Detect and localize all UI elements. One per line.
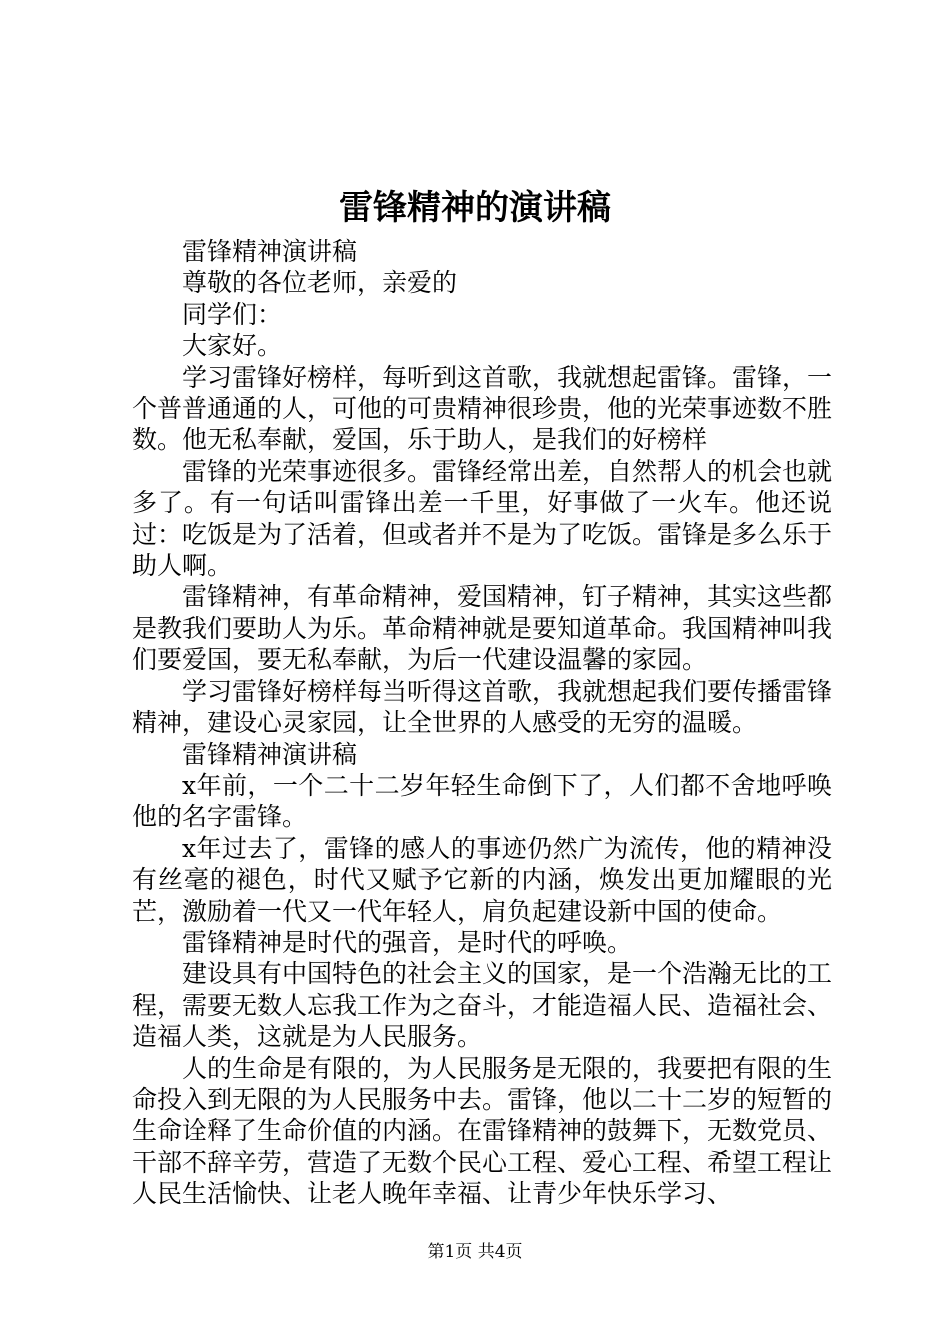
paragraph: 建设具有中国特色的社会主义的国家，是一个浩瀚无比的工程，需要无数人忘我工作为之奋斗，才能造福人民、造福社会、造福人类，这就是为人民服务。 <box>132 959 833 1052</box>
paragraph: 同学们： <box>182 299 283 329</box>
paragraph: 雷锋精神演讲稿 <box>182 739 358 769</box>
document-title: 雷锋精神的演讲稿 <box>339 188 611 228</box>
paragraph: 雷锋精神演讲稿 <box>182 237 358 266</box>
paragraph: 雷锋的光荣事迹很多。雷锋经常出差，自然帮人的机会也就多了。有一句话叫雷锋出差一千里，好事做了一火车。他还说过：吃饭是为了活着，但或者并不是为了吃饭。雷锋是多么乐于助人啊。 <box>132 456 833 581</box>
paragraph: 尊敬的各位老师，亲爱的 <box>182 268 458 298</box>
paragraph: 人的生命是有限的，为人民服务是无限的，我要把有限的生命投入到无限的为人民服务中去。雷锋，他以二十二岁的短暂的生命诠释了生命价值的内涵。在雷锋精神的鼓舞下，无数党员、干部不辞辛劳，营造了无数个民心工程、爱心工程、希望工程让人民生活愉快、让老人晚年幸福、让青少年快乐学习、 <box>132 1053 833 1209</box>
paragraph: 学习雷锋好榜样每当听得这首歌，我就想起我们要传播雷锋精神，建设心灵家园，让全世界的人感受的无穷的温暖。 <box>132 676 833 738</box>
paragraph: 雷锋精神，有革命精神，爱国精神，钉子精神，其实这些都是教我们要助人为乐。革命精神就是要知道革命。我国精神叫我们要爱国，要无私奉献，为后一代建设温馨的家园。 <box>132 582 833 675</box>
page-number-footer: 第1页 共4页 <box>427 1242 523 1262</box>
paragraph: 学习雷锋好榜样，每听到这首歌，我就想起雷锋。雷锋，一个普普通通的人，可他的可贵精神很珍贵，他的光荣事迹数不胜数。他无私奉献，爱国，乐于助人，是我们的好榜样 <box>132 362 833 455</box>
paragraph: 大家好。 <box>182 331 283 361</box>
paragraph: x年前，一个二十二岁年轻生命倒下了，人们都不舍地呼唤他的名字雷锋。 <box>132 770 832 832</box>
document-body <box>132 236 832 1210</box>
paragraph: x年过去了，雷锋的感人的事迹仍然广为流传，他的精神没有丝毫的褪色，时代又赋予它新的内涵，焕发出更加耀眼的光芒，激励着一代又一代年轻人，肩负起建设新中国的使命。 <box>132 833 832 926</box>
paragraph: 雷锋精神是时代的强音，是时代的呼唤。 <box>182 927 633 957</box>
